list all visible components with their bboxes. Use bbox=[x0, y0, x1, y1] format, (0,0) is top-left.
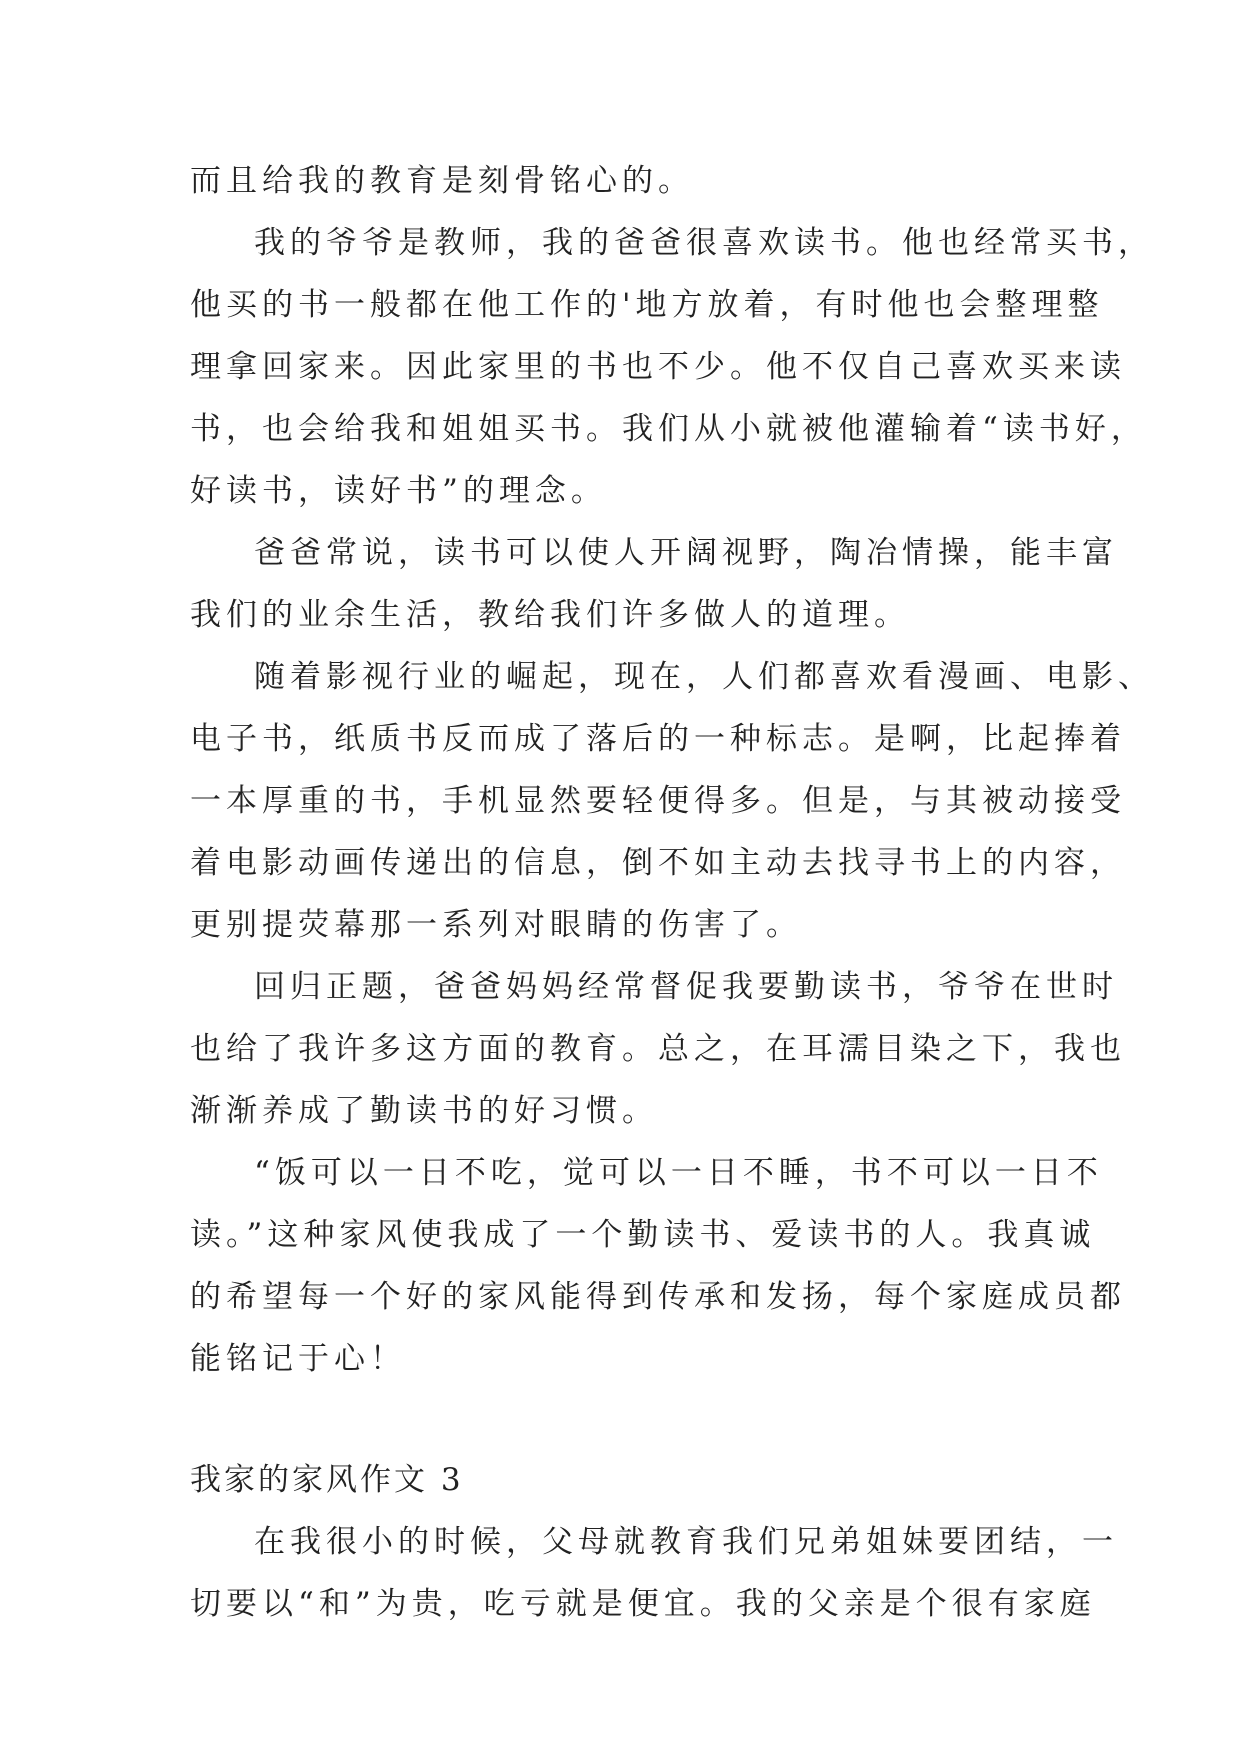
paragraph-line: 爸爸常说，读书可以使人开阔视野，陶冶情操，能丰富 bbox=[254, 535, 1118, 571]
paragraph-line: 回归正题，爸爸妈妈经常督促我要勤读书，爷爷在世时 bbox=[254, 969, 1118, 1005]
paragraph-line: 电子书，纸质书反而成了落后的一种标志。是啊，比起捧着 bbox=[190, 721, 1126, 757]
paragraph-line: 渐渐养成了勤读书的好习惯。 bbox=[190, 1093, 658, 1129]
paragraph-line: 我的爷爷是教师，我的爸爸很喜欢读书。他也经常买书， bbox=[254, 225, 1154, 261]
paragraph-line: 能铭记于心！ bbox=[190, 1341, 406, 1377]
paragraph-line: 理拿回家来。因此家里的书也不少。他不仅自己喜欢买来读 bbox=[190, 349, 1126, 385]
paragraph-line: 在我很小的时候，父母就教育我们兄弟姐妹要团结，一 bbox=[254, 1524, 1118, 1560]
paragraph-line: 书，也会给我和姐姐买书。我们从小就被他灌输着“读书好， bbox=[190, 411, 1147, 447]
paragraph-line: 我们的业余生活，教给我们许多做人的道理。 bbox=[190, 597, 910, 633]
paragraph-line: 而且给我的教育是刻骨铭心的。 bbox=[190, 163, 694, 199]
section-title: 我家的家风作文 3 bbox=[190, 1462, 464, 1498]
paragraph-line: 着电影动画传递出的信息，倒不如主动去找寻书上的内容， bbox=[190, 845, 1126, 881]
paragraph-line: 也给了我许多这方面的教育。总之，在耳濡目染之下，我也 bbox=[190, 1031, 1126, 1067]
section-spacer bbox=[190, 1390, 1070, 1449]
paragraph-line: 随着影视行业的崛起，现在，人们都喜欢看漫画、电影、 bbox=[254, 659, 1154, 695]
paragraph-line: 他买的书一般都在他工作的'地方放着，有时他也会整理整 bbox=[190, 287, 1104, 323]
paragraph-line: 好读书，读好书”的理念。 bbox=[190, 473, 607, 509]
paragraph-line: 切要以“和”为贵，吃亏就是便宜。我的父亲是个很有家庭 bbox=[190, 1586, 1096, 1622]
paragraph-line: 的希望每一个好的家风能得到传承和发扬，每个家庭成员都 bbox=[190, 1279, 1126, 1315]
paragraph-line: “饭可以一日不吃，觉可以一日不睡，书不可以一日不 bbox=[254, 1155, 1103, 1191]
paragraph-line: 读。”这种家风使我成了一个勤读书、爱读书的人。我真诚 bbox=[190, 1217, 1096, 1253]
paragraph-line: 一本厚重的书，手机显然要轻便得多。但是，与其被动接受 bbox=[190, 783, 1126, 819]
paragraph-line: 更别提荧幕那一系列对眼睛的伤害了。 bbox=[190, 907, 802, 943]
document-page bbox=[190, 150, 1154, 1635]
